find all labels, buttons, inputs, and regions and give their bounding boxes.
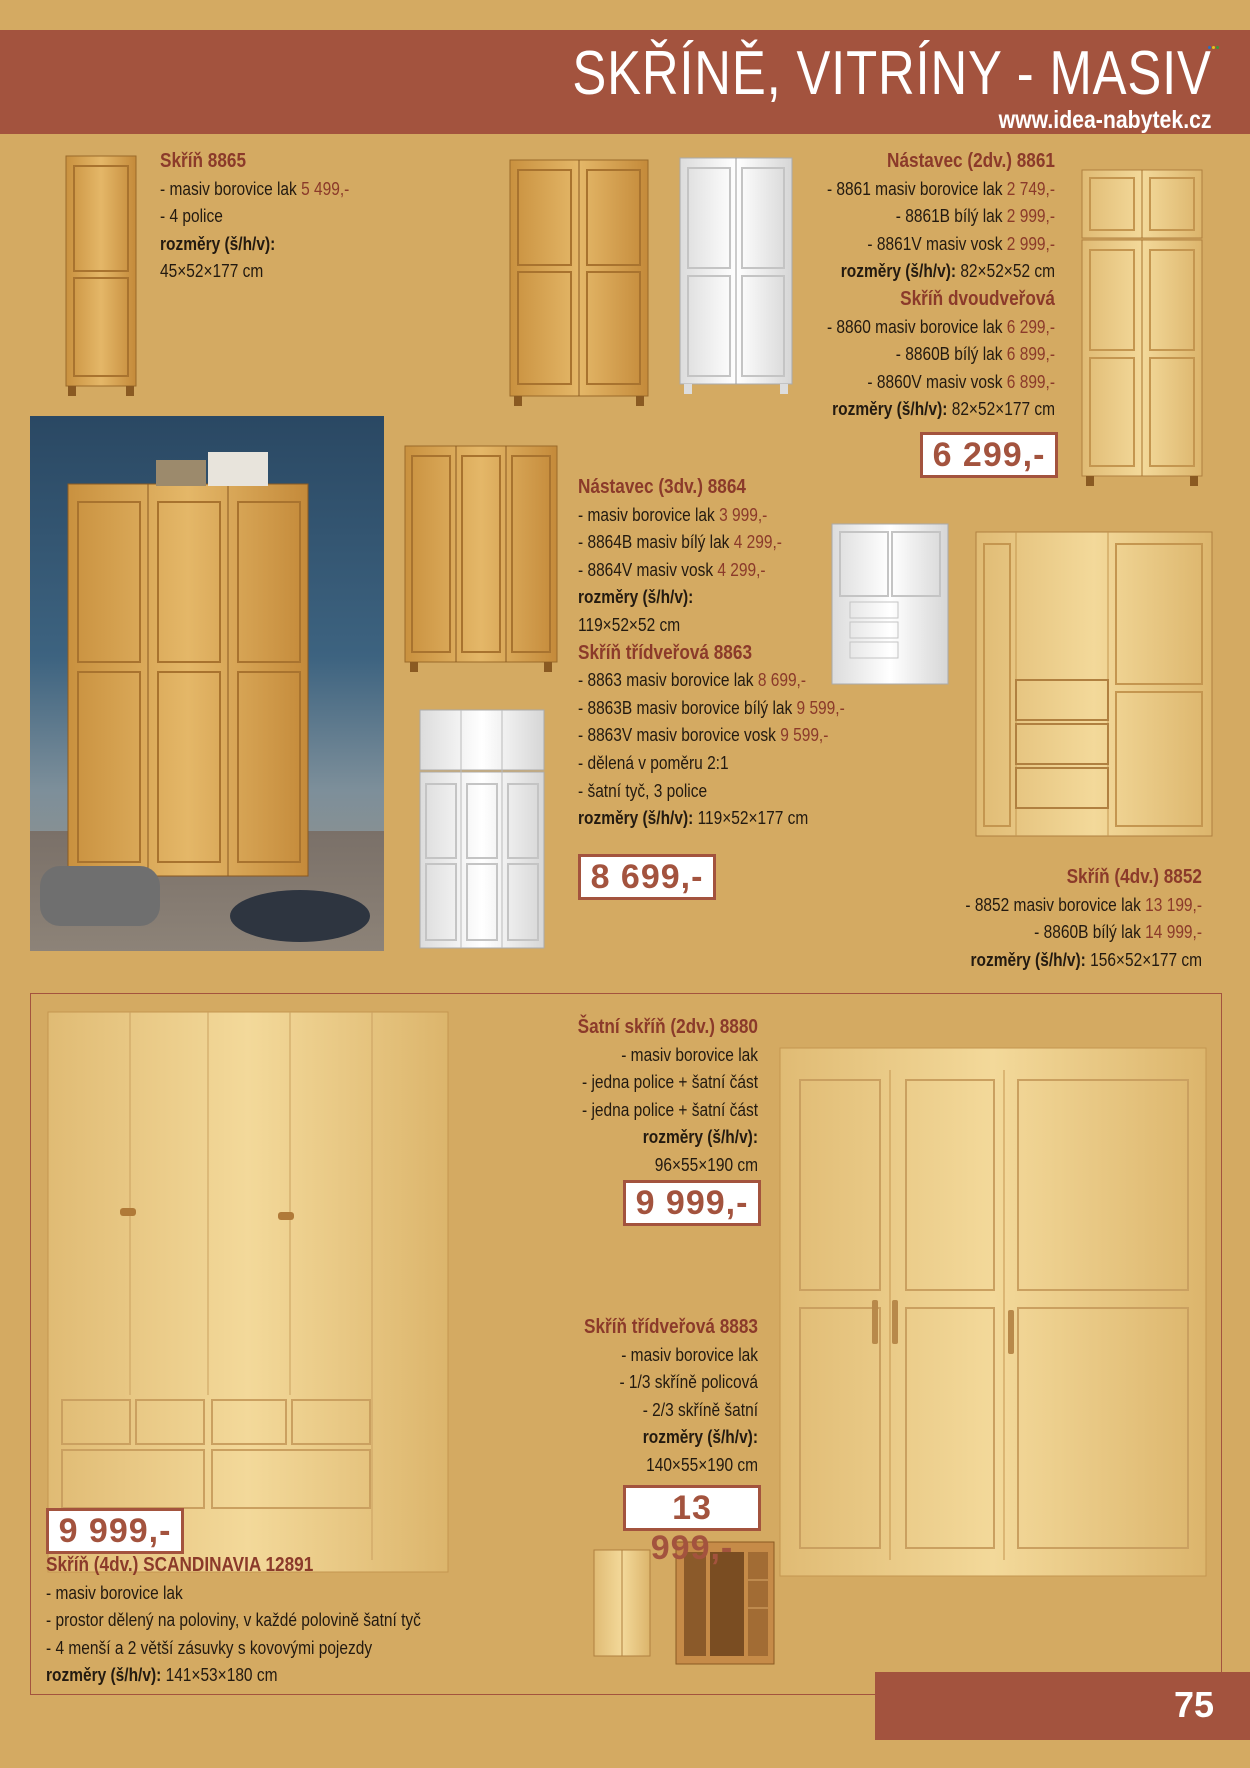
- price-box-8860: 6 299,-: [920, 432, 1058, 478]
- product-12891-info: [46, 1552, 482, 1690]
- product-8865-info: [160, 148, 380, 286]
- dims-value: 119×52×177 cm: [693, 808, 809, 829]
- dims-value: 119×52×52 cm: [578, 614, 681, 635]
- spec-line: - 4 menší a 2 větší zásuvky s kovovými pojezdy: [46, 1637, 373, 1658]
- product-title: Nástavec (3dv.) 8864: [578, 476, 746, 498]
- dims-value: 96×55×190 cm: [654, 1154, 758, 1175]
- spec-line: - šatní tyč, 3 police: [578, 780, 708, 801]
- spec-line: - 8863 masiv borovice lak: [578, 670, 758, 691]
- price: 2 999,-: [1006, 206, 1055, 227]
- wardrobe-8861-topper-image: [1082, 170, 1202, 486]
- topper-8864-image: [405, 446, 557, 672]
- price: 2 749,-: [1006, 178, 1055, 199]
- spec-line: - 4 police: [160, 206, 223, 227]
- price: 9 599,-: [796, 697, 845, 718]
- dims-value: 82×52×177 cm: [947, 399, 1055, 420]
- price: 5 499,-: [301, 178, 350, 199]
- spec-line: - 8860B bílý lak: [1034, 922, 1146, 943]
- spec-line: - masiv borovice lak: [160, 178, 302, 199]
- price-box-8863: 8 699,-: [578, 854, 716, 900]
- spec-line: - 8864B masiv bílý lak: [578, 532, 734, 553]
- wardrobe-8863-white-image: [420, 710, 544, 948]
- product-8883-info: [458, 1314, 758, 1480]
- price: 8 699,-: [757, 670, 807, 691]
- spec-line: - jedna police + šatní část: [582, 1072, 758, 1093]
- price: 4 299,-: [733, 532, 782, 553]
- spec-line: - jedna police + šatní část: [582, 1099, 758, 1120]
- product-title: Skříň (4dv.) 8852: [1066, 866, 1202, 888]
- product-title: Skříň (4dv.) SCANDINAVIA 12891: [46, 1554, 314, 1576]
- spec-line: - 8860B bílý lak: [895, 344, 1007, 365]
- dims-label: rozměry (š/h/v):: [578, 808, 694, 829]
- price: 6 899,-: [1006, 344, 1055, 365]
- spec-line: - 8861 masiv borovice lak: [826, 178, 1007, 199]
- website-url: www.idea-nabytek.cz: [999, 106, 1212, 134]
- spec-line: - 1/3 skříně policová: [619, 1372, 758, 1393]
- price: 4 299,-: [717, 559, 766, 580]
- room-scene-photo: [30, 416, 384, 951]
- wardrobe-8852-image: [976, 532, 1212, 836]
- spec-line: - 8861B bílý lak: [895, 206, 1007, 227]
- dims-value: 156×52×177 cm: [1085, 949, 1202, 970]
- spec-line: - 8860V masiv vosk: [867, 371, 1007, 392]
- product-8852-info: [882, 864, 1202, 974]
- dims-value: 82×52×52 cm: [956, 261, 1055, 282]
- price: 9 599,-: [780, 725, 829, 746]
- price: 6 899,-: [1006, 371, 1055, 392]
- product-title: Skříň 8865: [160, 150, 247, 172]
- product-title: Skříň třídveřová 8883: [583, 1316, 758, 1338]
- dims-label: rozměry (š/h/v):: [970, 949, 1086, 970]
- spec-line: - 8863B masiv borovice bílý lak: [578, 697, 797, 718]
- price-box-12891: 9 999,-: [46, 1508, 184, 1554]
- dims-label: rozměry (š/h/v):: [832, 399, 948, 420]
- spec-line: - masiv borovice lak: [578, 504, 720, 525]
- dims-value: 141×53×180 cm: [161, 1665, 278, 1686]
- price-box-8880: 9 999,-: [623, 1180, 761, 1226]
- dims-value: 140×55×190 cm: [646, 1454, 758, 1475]
- spec-line: - 8864V masiv vosk: [578, 559, 718, 580]
- price: 6 299,-: [1006, 316, 1055, 337]
- dims-label: rozměry (š/h/v):: [642, 1127, 758, 1148]
- dims-label: rozměry (š/h/v):: [642, 1427, 758, 1448]
- price-box-8883: 13 999,-: [623, 1485, 761, 1531]
- product-8864-8863-info: [578, 474, 888, 833]
- price: 14 999,-: [1145, 922, 1202, 943]
- price: 13 199,-: [1145, 894, 1202, 915]
- dims-value: 45×52×177 cm: [160, 261, 264, 282]
- spec-line: - masiv borovice lak: [621, 1044, 758, 1065]
- product-title: Nástavec (2dv.) 8861: [887, 150, 1055, 172]
- spec-line: - masiv borovice lak: [46, 1582, 183, 1603]
- product-title: Skříň třídveřová 8863: [578, 641, 753, 664]
- spec-line: - 8861V masiv vosk: [867, 233, 1007, 254]
- product-8880-info: [458, 1014, 758, 1180]
- spec-line: - 8863V masiv borovice vosk: [578, 725, 781, 746]
- page-number: 75: [1173, 1684, 1214, 1725]
- dims-label: rozměry (š/h/v):: [160, 233, 276, 254]
- spec-line: - 2/3 skříně šatní: [642, 1399, 758, 1420]
- wardrobe-8860-image: [510, 160, 648, 406]
- spec-line: - prostor dělený na poloviny, v každé polovině šatní tyč: [46, 1610, 421, 1631]
- dims-label: rozměry (š/h/v):: [840, 261, 957, 282]
- wardrobe-8865-image: [66, 156, 136, 396]
- page-number-bar: [875, 1672, 1250, 1740]
- dims-label: rozměry (š/h/v):: [46, 1665, 162, 1686]
- dims-label: rozměry (š/h/v):: [578, 587, 694, 608]
- product-title: Skříň dvoudveřová: [900, 287, 1055, 310]
- spec-line: - dělená v poměru 2:1: [578, 752, 729, 773]
- page-title: SKŘÍNĚ, VITRÍNY - MASIV: [572, 39, 1212, 108]
- price: 3 999,-: [719, 504, 768, 525]
- spec-line: - 8860 masiv borovice lak: [826, 316, 1007, 337]
- spec-line: - 8852 masiv borovice lak: [965, 894, 1146, 915]
- price: 2 999,-: [1006, 233, 1055, 254]
- product-title: Šatní skříň (2dv.) 8880: [577, 1016, 758, 1038]
- spec-line: - masiv borovice lak: [621, 1344, 758, 1365]
- product-8861-8860-info: [735, 148, 1055, 424]
